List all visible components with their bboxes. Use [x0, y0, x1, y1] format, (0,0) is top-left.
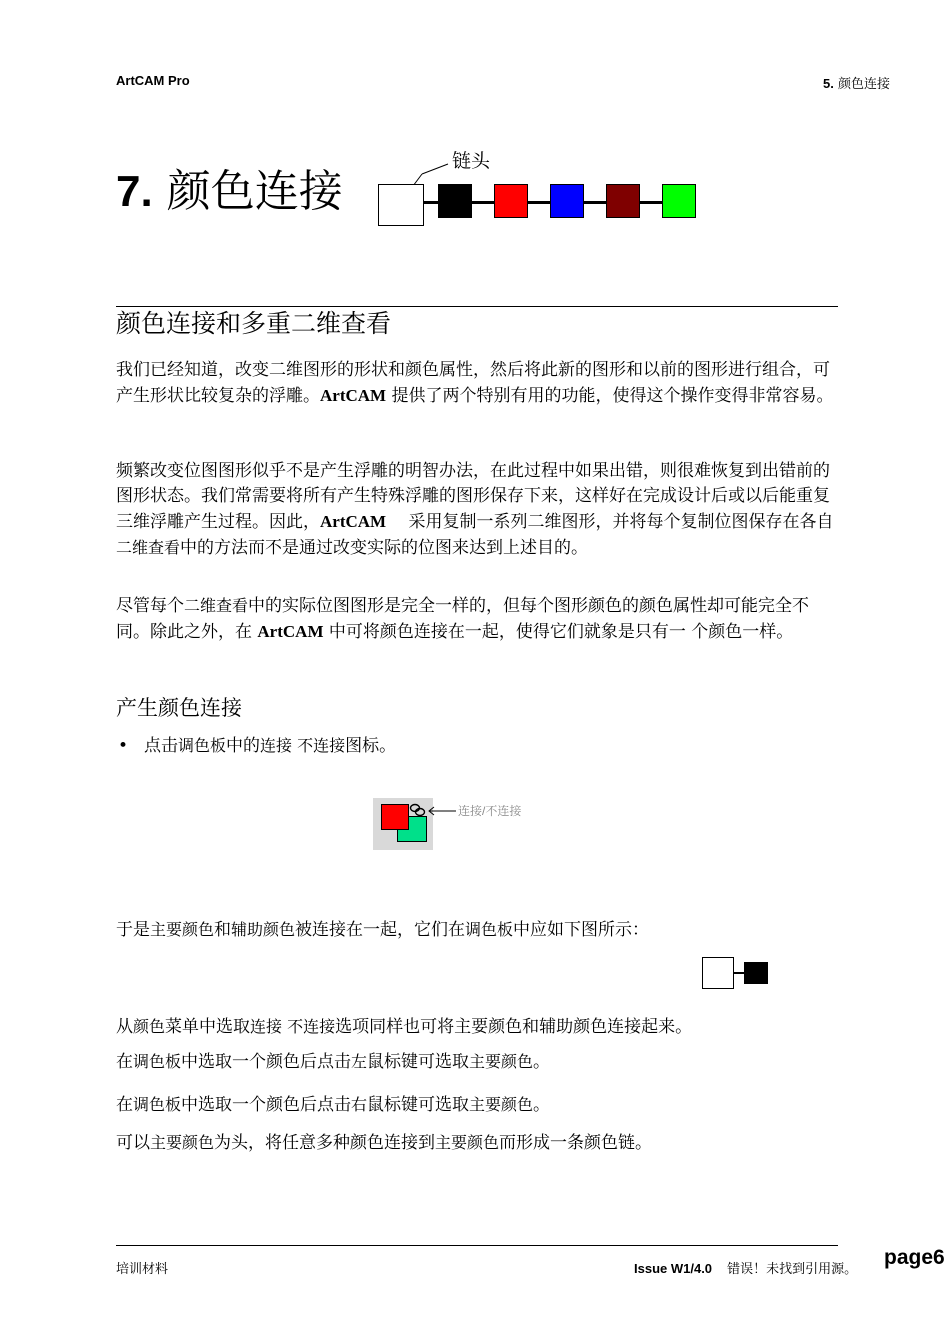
header-chapter-title: 颜色连接 [837, 77, 890, 92]
line-2-mid-2: 鼠标键可选取 [367, 1052, 470, 1072]
ui-term-link-unlink: 连接 不连接 [260, 736, 346, 755]
subsection-title: 产生颜色连接 [116, 696, 242, 720]
ui-term-palette: 调色板 [178, 736, 227, 755]
paragraph-palette-and: 和 [214, 920, 232, 940]
line-3-mid: 中选取一个颜色后点击 [181, 1095, 352, 1115]
ui-term-left: 左 [351, 1052, 368, 1071]
chain-link [424, 201, 438, 204]
paragraph-3-text-b: 中的实际位图图形是完全一样的，但每个图形颜色的颜色属性却可能完全不同。除此之外，在 [116, 596, 810, 642]
paragraph-palette [116, 917, 816, 943]
link-unlink-icon[interactable] [409, 803, 427, 817]
paragraph-palette-end: 中应如下图所示： [513, 920, 650, 940]
ui-term-primary-color: 主要颜色 [469, 1052, 534, 1071]
linked-connector [734, 972, 744, 974]
line-1-text: 从 [116, 1017, 133, 1037]
chain-head-label: 链头 [452, 150, 491, 172]
line-left-click [116, 1049, 816, 1075]
chapter-title-text: 颜色连接 [166, 166, 343, 217]
line-3-end: 。 [533, 1095, 551, 1115]
paragraph-1-tail: 提供了两个特别有用的功能，使得这个操作变得非常容易。 [386, 386, 834, 406]
chain-swatch-red [494, 184, 528, 218]
header-right [823, 73, 890, 92]
paragraph-3 [116, 593, 836, 645]
bullet-text-end: 图标。 [345, 736, 397, 756]
footer-right [634, 1258, 857, 1277]
ui-term-primary-color: 主要颜色 [435, 1133, 500, 1152]
ui-term-2d-view: 二维查看 [184, 596, 249, 615]
ui-term-color-menu: 颜色 [133, 1017, 166, 1036]
line-3-text: 在 [116, 1095, 133, 1115]
paragraph-palette-text: 于是 [116, 920, 150, 940]
line-1-mid: 菜单中选取 [165, 1017, 251, 1037]
line-color-menu [116, 1014, 816, 1040]
ui-term-2d-view: 二维查看 [116, 538, 181, 557]
line-1-end: 选项同样也可将主要颜色和辅助颜色连接起来。 [335, 1017, 693, 1037]
line-color-chain [116, 1130, 816, 1156]
ui-term-palette: 调色板 [465, 920, 514, 939]
chapter-title [116, 166, 343, 217]
paragraph-1-text: 我们已经知道，改变二维图形的形状和颜色属性，然后将此新的图形和以前的图形进行组合，可产生形状比较复杂的浮雕。 [116, 360, 830, 406]
bullet-item [144, 733, 824, 759]
paragraph-3-text: 尽管每个 [116, 596, 184, 616]
chapter-number: 7. [116, 167, 153, 216]
footer-issue: Issue W1/4.0 [634, 1261, 713, 1276]
footer-left: 培训材料 [116, 1262, 169, 1277]
ui-term-palette: 调色板 [133, 1052, 182, 1071]
line-right-click [116, 1092, 816, 1118]
line-2-mid: 中选取一个颜色后点击 [181, 1052, 352, 1072]
chain-link [584, 201, 606, 204]
bullet-dot: • [118, 736, 129, 756]
ui-term-palette: 调色板 [133, 1095, 182, 1114]
chain-swatch-green [662, 184, 696, 218]
chain-link [640, 201, 662, 204]
footer-reference-error: 错误！未找到引用源。 [727, 1262, 858, 1277]
chain-swatch-maroon [606, 184, 640, 218]
chain-link [528, 201, 550, 204]
paragraph-2-text: 频繁改变位图图形似乎不是产生浮雕的明智办法，在此过程中如果出错，则很难恢复到出错前的图形状态。我们常需要将所有产生特殊浮雕的图形保存下来，这样好在完成设计后或以后能重复三维浮雕产生过程。因此， [116, 461, 830, 532]
line-4-mid: 为头，将任意多种颜色连接到 [214, 1133, 436, 1153]
paragraph-2-text-b: 采用复制一系列二维图形，并将每个复制位图保存在各自 [386, 512, 834, 532]
linked-secondary-swatch [744, 962, 768, 984]
footer-rule [116, 1245, 838, 1246]
linked-primary-swatch [702, 957, 734, 989]
page-number: page6 [884, 1246, 945, 1269]
chain-link [472, 201, 494, 204]
palette-figure [373, 798, 433, 850]
header-chapter-number: 5. [823, 76, 834, 91]
line-2-end: 。 [533, 1052, 551, 1072]
line-4-end: 而形成一条颜色链。 [499, 1133, 653, 1153]
ui-term-right: 右 [351, 1095, 368, 1114]
ui-term-primary-color: 主要颜色 [150, 920, 215, 939]
arrow-left-icon [426, 804, 458, 818]
paragraph-3-text-c: 中可将颜色连接在一起，使得它们就象是只有一 个颜色一样。 [323, 622, 794, 642]
ui-term-secondary-color: 辅助颜色 [231, 920, 296, 939]
chain-swatch-head [378, 184, 424, 226]
ui-term-primary-color: 主要颜色 [469, 1095, 534, 1114]
brand-name: ArtCAM [320, 512, 387, 531]
line-4-text: 可以 [116, 1133, 150, 1153]
bullet-text-mid: 中的 [226, 736, 261, 756]
paragraph-palette-mid: 被连接在一起，它们在 [295, 920, 466, 940]
paragraph-2 [116, 459, 836, 561]
brand-name: ArtCAM [257, 622, 324, 641]
header-left: ArtCAM Pro [116, 73, 190, 88]
paragraph-2-text-c: 中的方法而不是通过改变实际的位图来达到上述目的。 [180, 538, 589, 558]
link-unlink-label: 连接/不连接 [458, 804, 522, 818]
chain-swatch-black [438, 184, 472, 218]
ui-term-link-unlink: 连接 不连接 [250, 1017, 336, 1036]
brand-name: ArtCAM [320, 386, 387, 405]
chain-swatch-blue [550, 184, 584, 218]
section-title: 颜色连接和多重二维查看 [116, 309, 392, 338]
paragraph-1 [116, 358, 836, 409]
ui-term-primary-color: 主要颜色 [150, 1133, 215, 1152]
primary-color-swatch [381, 804, 409, 830]
line-2-text: 在 [116, 1052, 133, 1072]
line-3-mid-2: 鼠标键可选取 [367, 1095, 470, 1115]
bullet-text: 点击 [144, 736, 178, 756]
